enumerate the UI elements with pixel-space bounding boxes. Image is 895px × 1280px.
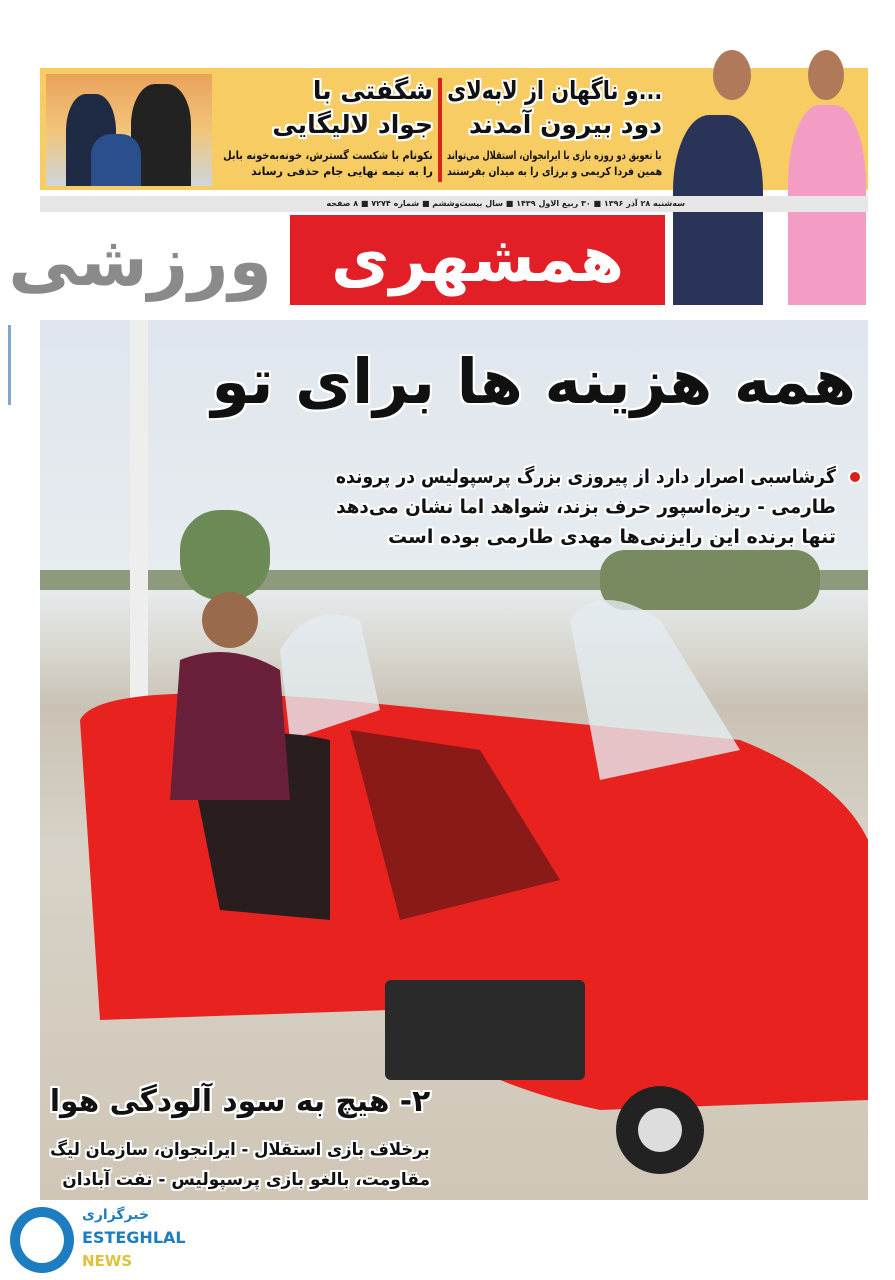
dateline-wrap [265,196,685,212]
dateline: سه‌شنبه ۲۸ آذر ۱۳۹۶ ■ ۳۰ ربیع الاول ۱۴۳۹ ■ سال بیست‌وششم ■ شماره ۷۲۷۴ ■ ۸ صفحه [326,199,685,208]
teaser-2-summary-2: را به نیمه نهایی جام حذفی رساند [251,165,433,178]
teaser-1-summary-2: همین فردا کریمی و برزای را به میدان بفرستند [447,165,662,178]
watermark-line2: NEWS [82,1252,133,1270]
second-subheadline [50,1135,430,1195]
bullet-icon [848,470,862,484]
teaser-2-headline-2: جواد لالیگایی [272,110,433,139]
masthead-title: همشهری [330,223,625,297]
main-headline[interactable]: همه هزینه ها برای تو [211,345,856,418]
second-headline[interactable]: ۲- هیچ به سود آلودگی هوا [49,1084,430,1119]
teaser-2-headline-1: شگفتی با [312,76,433,105]
photo-credit [8,325,32,405]
teaser-1[interactable] [447,74,662,180]
second-sub-line-1: برخلاف بازی استقلال - ایرانجوان، سازمان لیگ [50,1140,430,1160]
main-sub-line-3: تنها برنده این رایزنی‌ها مهدی طارمی بوده است [388,526,836,548]
gyrocopter-illustration [40,320,868,1200]
second-headline-wrap [50,1080,430,1124]
second-sub-line-2: مقاومت، بالغو بازی پرسپولیس - نفت آبادان [62,1170,430,1190]
teaser-2-summary-1: نکونام با شکست گسترش، خونه‌به‌خونه بابل [223,149,433,162]
teaser-1-summary-1: با تعویق دو روزه بازی با ایرانجوان، استقلال می‌تواند [447,149,662,162]
main-subheadline [336,462,836,552]
main-sub-line-1: گرشاسبی اصرار دارد از پیروزی بزرگ پرسپولیس در پرونده [336,466,836,488]
teaser-1-headline-1: ...و ناگهان از لابه‌لای [446,76,662,105]
masthead-section-logo: ورزشی [8,220,272,302]
watermark-line1: ESTEGHLAL [82,1228,186,1247]
watermark-logo [10,1205,200,1277]
teaser-divider [438,78,442,182]
main-photo [40,320,868,1200]
teaser-1-headline-2: دود بیرون آمدند [469,110,662,139]
teaser-2[interactable] [223,74,433,180]
teaser-1-photo [668,45,868,305]
watermark-pin-icon [10,1207,74,1273]
main-sub-line-2: طارمی - ریزه‌اسپور حرف بزند، شواهد اما نشان می‌دهد [336,496,836,518]
teaser-2-photo [46,74,212,186]
watermark-fa: خبرگزاری [82,1207,150,1223]
